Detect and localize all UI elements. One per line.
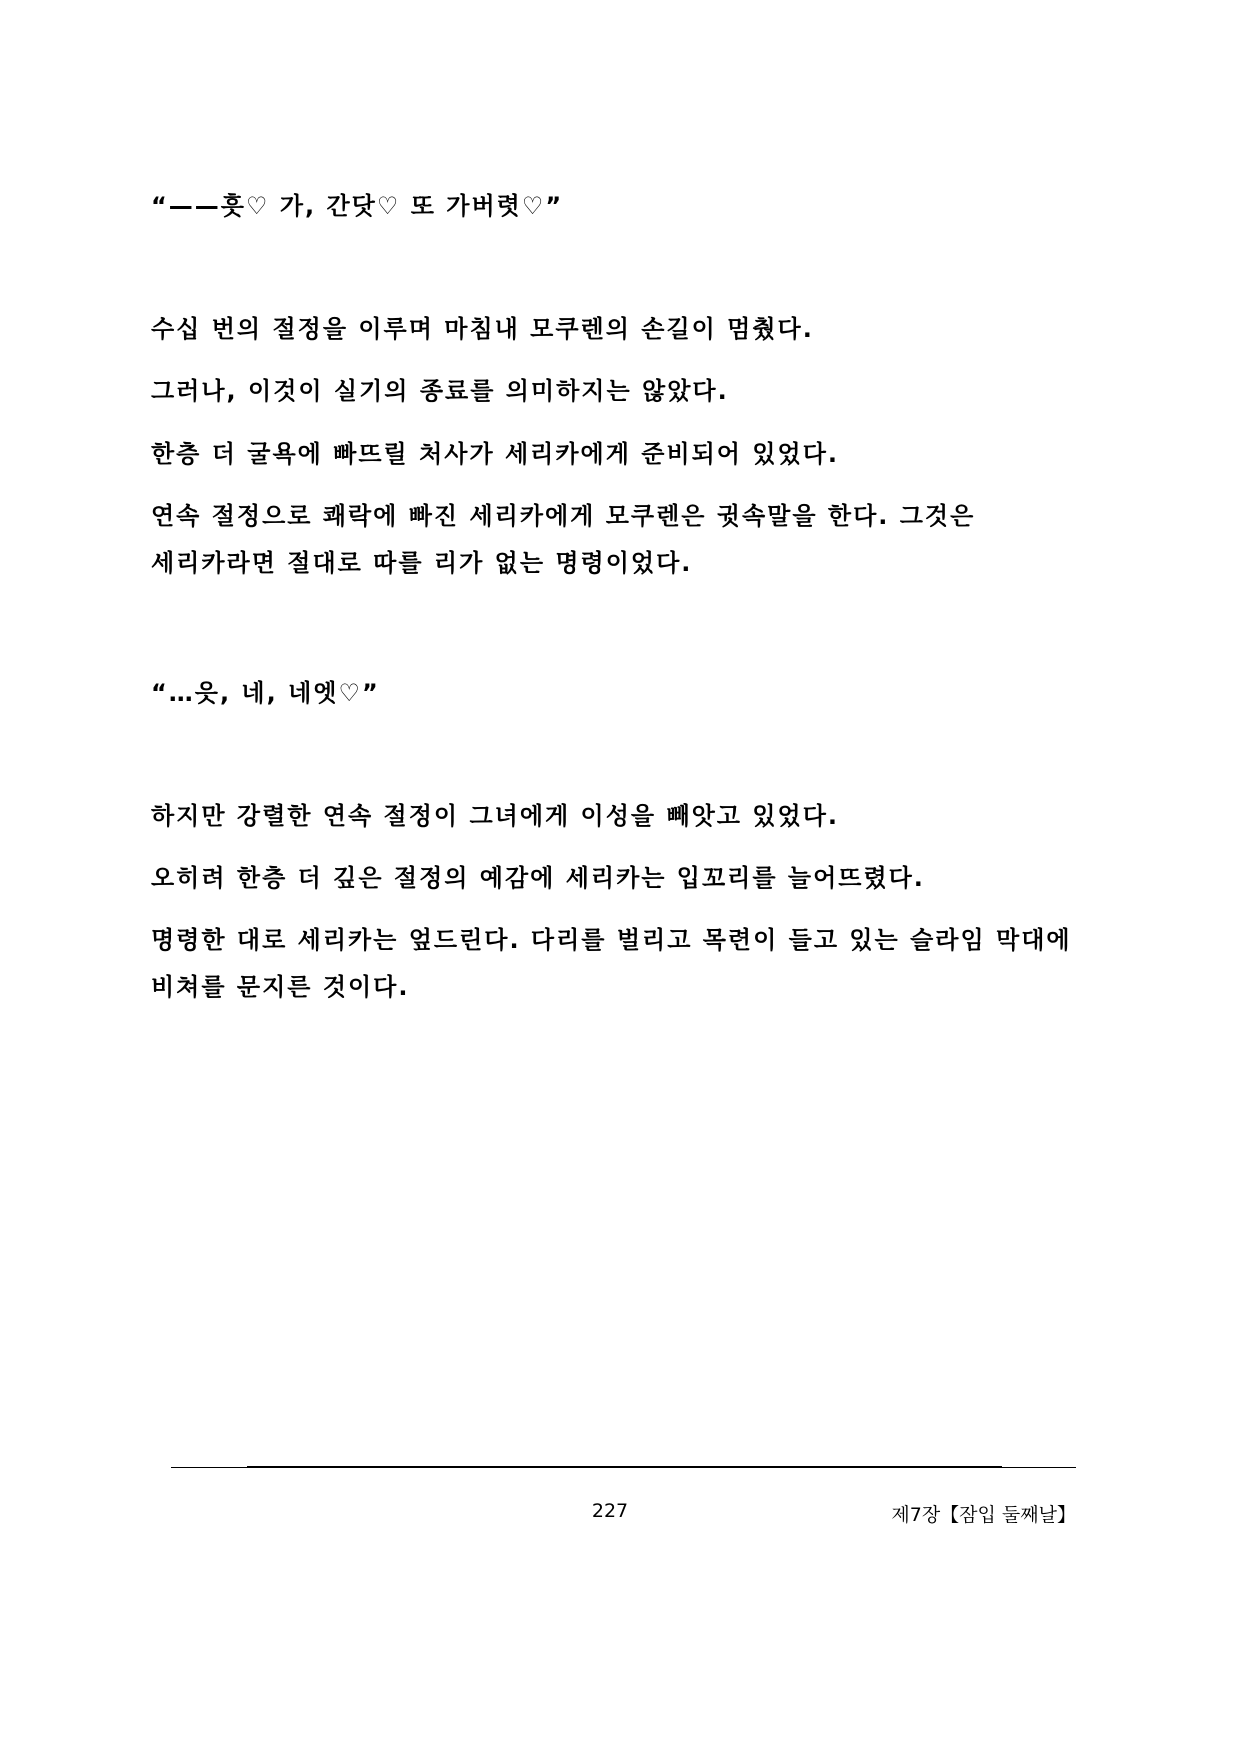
dialogue-line: “…읏, 네, 네엣♡” <box>151 679 380 707</box>
dialogue-line: “——흣♡ 가, 간닷♡ 또 가버렷♡” <box>151 192 564 220</box>
narration-block-1 <box>151 306 1091 587</box>
dialogue-block-1 <box>151 183 1091 230</box>
paragraph-text: 하지만 강렬한 연속 절정이 그녀에게 이성을 빼앗고 있었다. <box>151 802 840 830</box>
paragraph-text: 비쳐를 문지른 것이다. <box>151 973 410 1001</box>
paragraph-text: 한층 더 굴욕에 빠뜨릴 처사가 세리카에게 준비되어 있었다. <box>151 440 840 468</box>
paragraph-text: 명령한 대로 세리카는 엎드린다. 다리를 벌리고 목련이 들고 있는 슬라임 막대에 <box>151 926 1072 954</box>
paragraph-text: 수십 번의 절정을 이루며 마침내 모쿠렌의 손길이 멈췄다. <box>151 315 814 343</box>
paragraph-text: 오히려 한층 더 깊은 절정의 예감에 세리카는 입꼬리를 늘어뜨렸다. <box>151 864 925 892</box>
paragraph-text: 연속 절정으로 쾌락에 빠진 세리카에게 모쿠렌은 귓속말을 한다. 그것은 <box>151 502 976 530</box>
paragraph-text: 세리카라면 절대로 따를 리가 없는 명령이었다. <box>151 549 693 577</box>
paragraph-text: 그러나, 이것이 실기의 종료를 의미하지는 않았다. <box>151 377 729 405</box>
page-number: 227 <box>591 1500 629 1522</box>
footer-divider-accent <box>247 1466 1002 1468</box>
running-chapter-title: 제7장【잠입 둘째날】 <box>891 1504 1076 1526</box>
dialogue-block-2 <box>151 670 1091 717</box>
narration-block-2 <box>151 793 1091 1011</box>
